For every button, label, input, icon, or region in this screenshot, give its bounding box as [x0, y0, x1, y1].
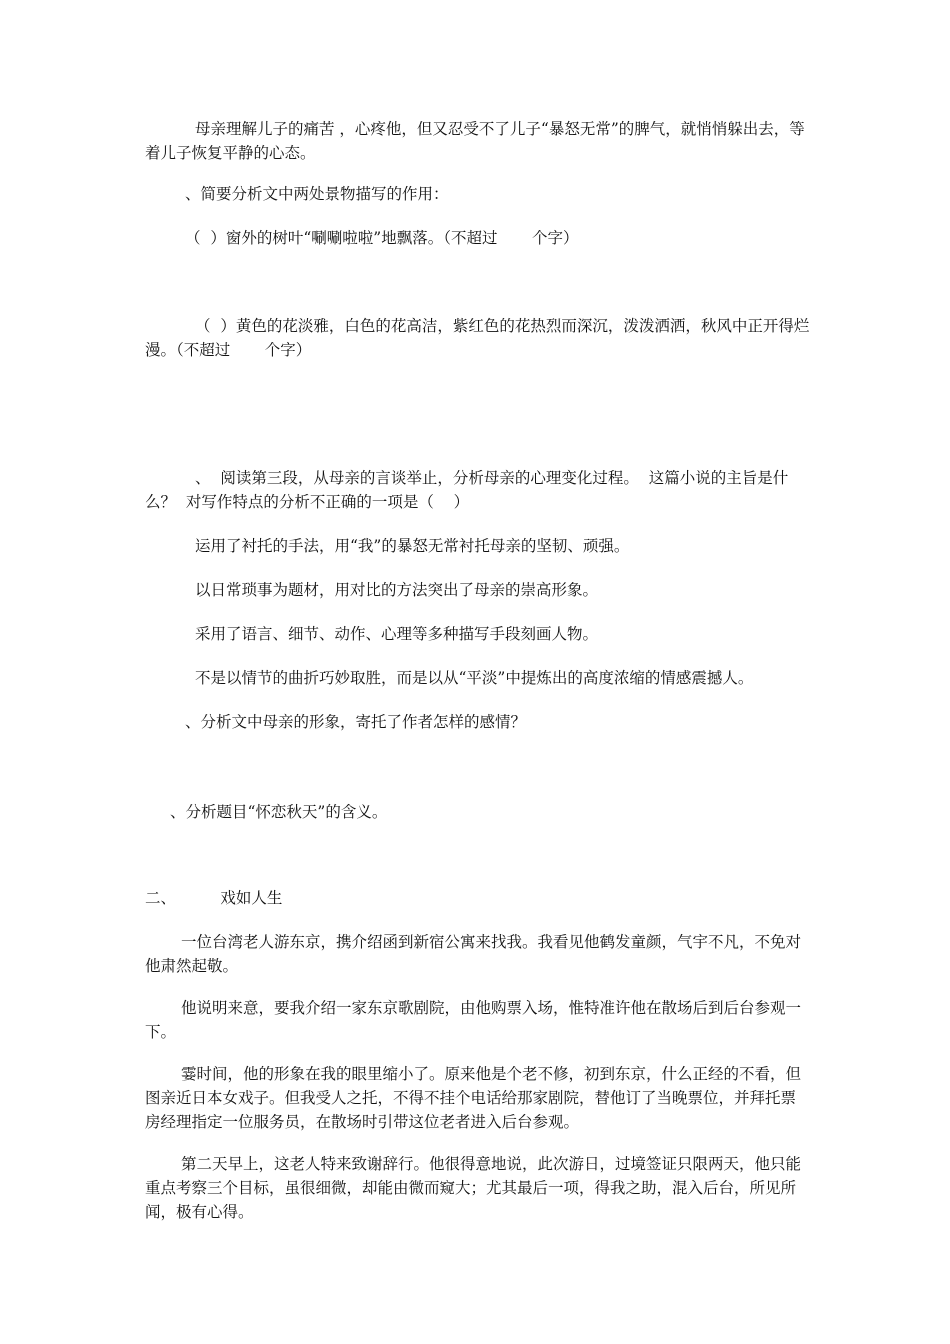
option-b: 以日常琐事为题材，用对比的方法突出了母亲的崇高形象。 — [195, 581, 599, 599]
question-reading-third-paragraph: 、 阅读第三段，从母亲的言谈举止，分析母亲的心理变化过程。 这篇小说的主旨是什么？ 对写作特点的分析不正确的一项是（ ） — [145, 469, 789, 511]
paragraph-image-shrinks: 霎时间，他的形象在我的眼里缩小了。原来他是个老不修，初到东京，什么正经的不看，但图亲近日本女戏子。但我受人之托，不得不挂个电话给那家剧院，替他订了当晚票位，并拜托票房经理指定一位服务员，在散场时引带这位老者进入后台参观。 — [145, 1065, 802, 1131]
question-title-meaning: 、分析题目“怀恋秋天”的含义。 — [170, 803, 388, 821]
paragraph-mother-understands: 母亲理解儿子的痛苦 ，心疼他，但又忍受不了儿子“暴怒无常”的脾气，就悄悄躲出去，等着儿子恢复平静的心态。 — [145, 120, 805, 162]
sub-question-flowers: （ ）黄色的花淡雅，白色的花高洁，紫红色的花热烈而深沉，泼泼洒洒，秋风中正开得烂漫。（不超过 个字） — [145, 317, 810, 359]
question-scenery-analysis: 、简要分析文中两处景物描写的作用： — [185, 185, 449, 203]
option-d: 不是以情节的曲折巧妙取胜，而是以从“平淡”中提炼出的高度浓缩的情感震撼人。 — [195, 669, 754, 687]
paragraph-next-morning: 第二天早上，这老人特来致谢辞行。他很得意地说，此次游日，过境签证只限两天，他只能重点考察三个目标，虽很细微，却能由微而窥大；尤其最后一项，得我之助，混入后台，所见所闻，极有心得。 — [145, 1155, 802, 1221]
option-c: 采用了语言、细节、动作、心理等多种描写手段刻画人物。 — [195, 625, 599, 643]
section-heading-life-like-play: 二、 戏如人生 — [145, 889, 283, 907]
sub-question-leaves: （ ）窗外的树叶“唰唰啦啦”地飘落。（不超过 个字） — [185, 229, 579, 247]
question-mother-image: 、分析文中母亲的形象，寄托了作者怎样的感情？ — [185, 713, 527, 731]
option-a: 运用了衬托的手法，用“我”的暴怒无常衬托母亲的坚韧、顽强。 — [195, 537, 630, 555]
paragraph-purpose: 他说明来意，要我介绍一家东京歌剧院，由他购票入场，惟特准许他在散场后到后台参观一下。 — [145, 999, 802, 1041]
paragraph-taiwan-elder: 一位台湾老人游东京，携介绍函到新宿公寓来找我。我看见他鹤发童颜，气宇不凡，不免对他肃然起敬。 — [145, 933, 802, 975]
